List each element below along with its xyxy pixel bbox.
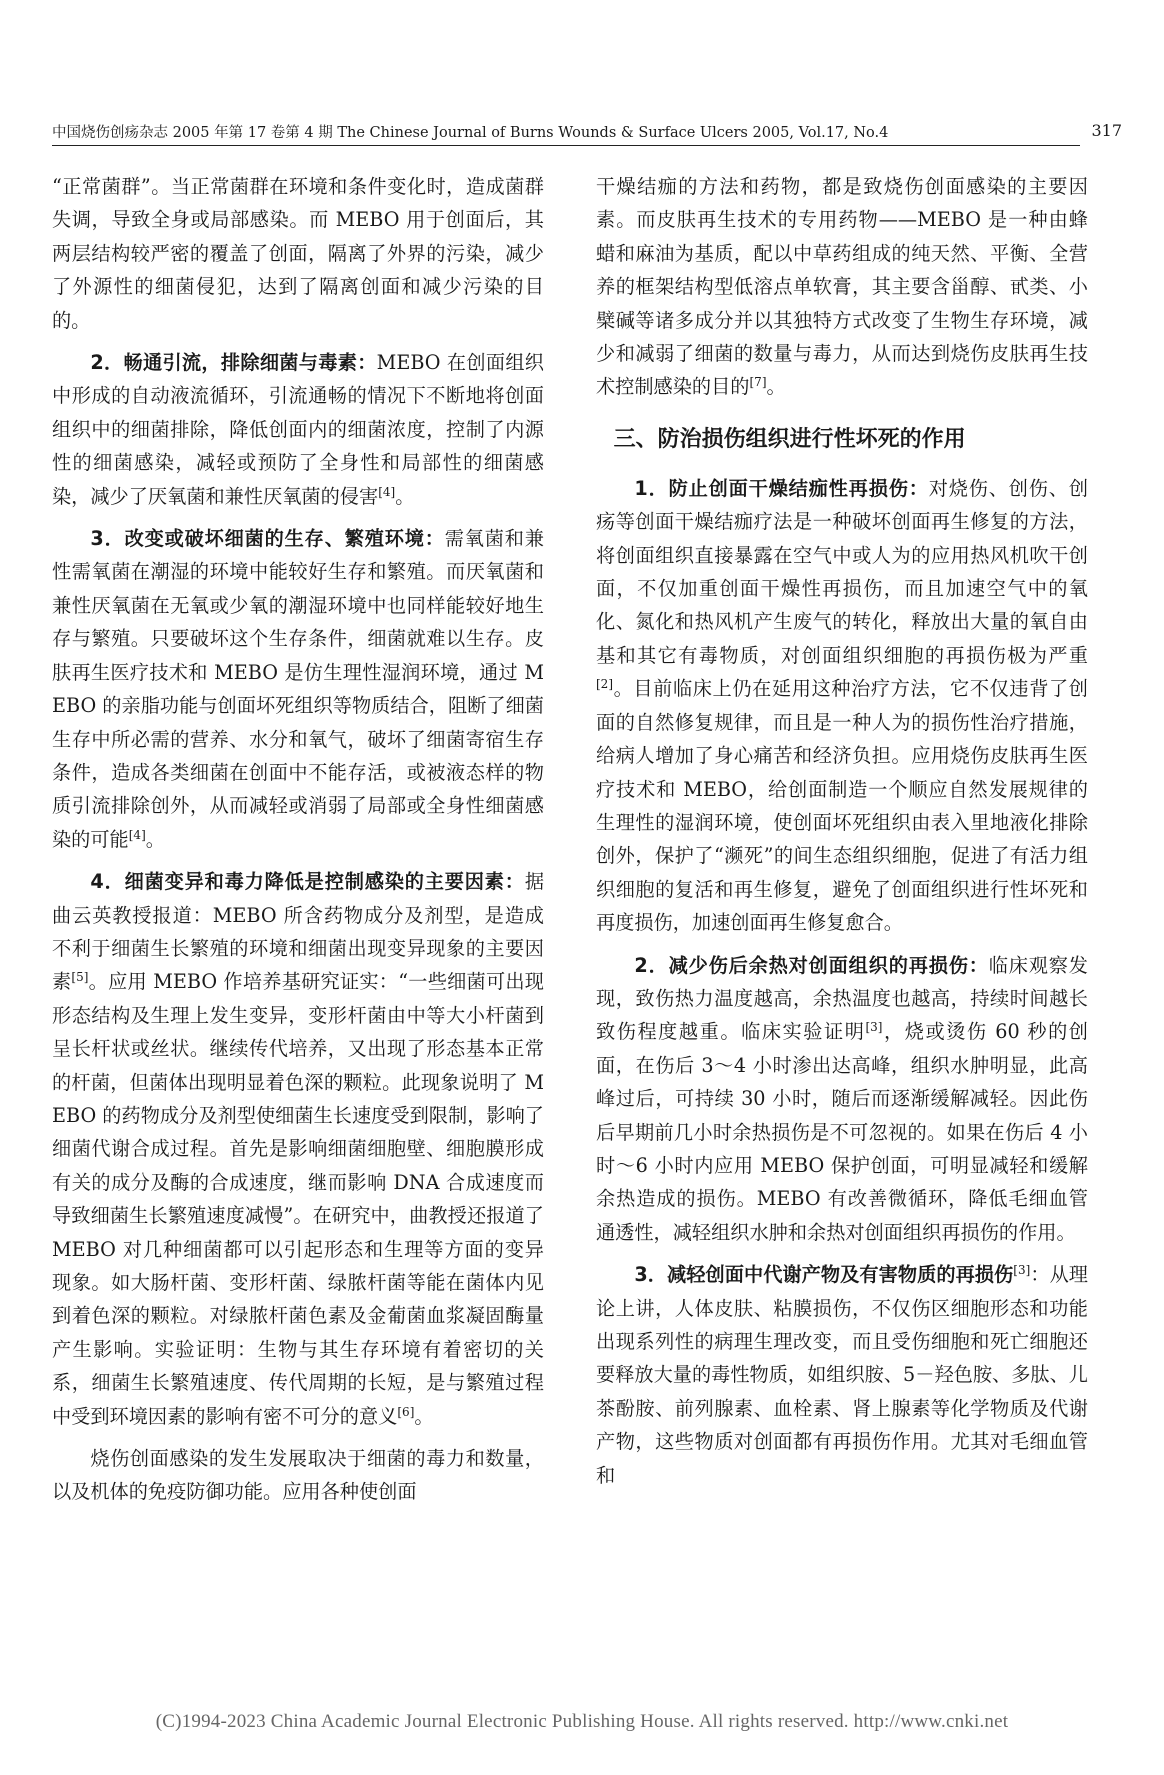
paragraph-metabolites: 3．减轻创面中代谢产物及有害物质的再损伤[3]：从理论上讲，人体皮肤、粘膜损伤，不仅伤区细胞形态和功能出现系列性的病理生理改变，而且受伤细胞和死亡细胞还要释放大量的毒性物质，如组织胺、5－羟色胺、多肽、儿茶酚胺、前列腺素、血栓素、肾上腺素等化学物质及代谢产物，这些物质对创面都有再损伤作用。尤其对毛细血管和 bbox=[596, 1263, 1088, 1487]
subheading-metabolites: 3．减轻创面中代谢产物及有害物质的再损伤 bbox=[634, 1263, 1014, 1287]
citation-ref: [4] bbox=[378, 484, 396, 499]
citation-ref: [4] bbox=[128, 827, 146, 842]
citation-ref: [7] bbox=[749, 375, 767, 390]
subheading-variation: 4．细菌变异和毒力降低是控制感染的主要因素： bbox=[90, 870, 525, 894]
citation-ref: [3] bbox=[1013, 1263, 1031, 1278]
paragraph-dry-scab: 1．防止创面干燥结痂性再损伤：对烧伤、创伤、创疡等创面干燥结痂疗法是一种破坏创面再生修复的方法，将创面组织直接暴露在空气中或人为的应用热风机吹干创面，不仅加重创面干燥性再损伤，而且加速空气中的氧化、氮化和热风机产生废气的转化，释放出大量的氧自由基和其它有毒物质，对创面组织细胞的再损伤极为严重[2]。目前临床上仍在延用这种治疗方法，它不仅违背了创面的自然修复规律，而且是一种人为的损伤性治疗措施，给病人增加了身心痛苦和经济负担。应用烧伤皮肤再生医疗技术和 MEBO，给创面制造一个顺应自然发展规律的生理性的湿润环境，使创面坏死组织由表入里地液化排除创外，保护了“濒死”的间生态组织细胞，促进了有活力组织细胞的复活和再生修复，避免了创面组织进行性坏死和再度损伤，加速创面再生修复愈合。 bbox=[596, 476, 1089, 935]
running-header bbox=[52, 121, 1122, 151]
subheading-residual-heat: 2．减少伤后余热对创面组织的再损伤： bbox=[634, 953, 989, 977]
journal-citation: 中国烧伤创疡杂志 2005 年第 17 卷第 4 期 The Chinese Journal of Burns Wounds & Surface Ulcers 2005, Vol.17, No.4 bbox=[52, 125, 889, 141]
page-number: 317 bbox=[1091, 121, 1122, 140]
copyright-footer: (C)1994-2023 China Academic Journal Electronic Publishing House. All rights reserved. http://www.cnki.net bbox=[155, 1711, 1009, 1732]
paragraph-continued: 干燥结痂的方法和药物，都是致烧伤创面感染的主要因素。而皮肤再生技术的专用药物——MEBO 是一种由蜂蜡和麻油为基质，配以中草药组成的纯天然、平衡、全营养的框架结构型低溶点单软膏，其主要含甾醇、甙类、小檗碱等诸多成分并以其独特方式改变了生物生存环境，减少和减弱了细菌的数量与毒力，从而达到烧伤皮肤再生技术控制感染的目的[7]。 bbox=[596, 175, 1088, 399]
right-column bbox=[596, 170, 1088, 1492]
citation-ref: [2] bbox=[596, 677, 613, 692]
paragraph-drainage: 2．畅通引流，排除细菌与毒素：MEBO 在创面组织中形成的自动液流循环，引流通畅的情况下不断地将创面组织中的细菌排除，降低创面内的细菌浓度，控制了内源性的细菌感染，减轻或预防了全身性和局部性的细菌感染，减少了厌氧菌和兼性厌氧菌的侵害[4]。 bbox=[52, 351, 544, 508]
subheading-drainage: 2．畅通引流，排除细菌与毒素： bbox=[90, 351, 377, 375]
citation-ref: [6] bbox=[397, 1404, 415, 1419]
paragraph-variation: 4．细菌变异和毒力降低是控制感染的主要因素：据曲云英教授报道：MEBO 所含药物成分及剂型，是造成不利于细菌生长繁殖的环境和细菌出现变异现象的主要因素[5]。应用 MEBO 作培养基研究证实：“一些细菌可出现形态结构及生理上发生变异，变形杆菌由中等大小杆菌到呈长杆状或丝状。继续传代培养，又出现了形态基本正常的杆菌，但菌体出现明显着色深的颗粒。此现象说明了 MEBO 的药物成分及剂型使细菌生长速度受到限制，影响了细菌代谢合成过程。首先是影响细菌细胞壁、细胞膜形成有关的成分及酶的合成速度，继而影响 DNA 合成速度而导致细菌生长繁殖速度减慢”。在研究中，曲教授还报道了 MEBO 对几种细菌都可以引起形态和生理等方面的变异现象。如大肠杆菌、变形杆菌、绿脓杆菌等能在菌体内见到着色深的颗粒。对绿脓杆菌色素及金葡菌血浆凝固酶量产生影响。实验证明：生物与其生存环境有着密切的关系，细菌生长繁殖速度、传代周期的长短，是与繁殖过程中受到环境因素的影响有密不可分的意义[6]。 bbox=[52, 870, 544, 1428]
subheading-dry-scab: 1．防止创面干燥结痂性再损伤： bbox=[634, 476, 929, 500]
paragraph-continued: “正常菌群”。当正常菌群在环境和条件变化时，造成菌群失调，导致全身或局部感染。而 MEBO 用于创面后，其两层结构较严密的覆盖了创面，隔离了外界的污染，减少了外源性的细菌侵犯，达到了隔离创面和减少污染的目的。 bbox=[52, 175, 544, 332]
subheading-environment: 3．改变或破坏细菌的生存、繁殖环境： bbox=[90, 527, 445, 551]
citation-ref: [3] bbox=[865, 1020, 883, 1035]
left-column bbox=[52, 170, 544, 1509]
paragraph-environment: 3．改变或破坏细菌的生存、繁殖环境：需氧菌和兼性需氧菌在潮湿的环境中能较好生存和繁殖。而厌氧菌和兼性厌氧菌在无氧或少氧的潮湿环境中也同样能较好地生存与繁殖。只要破坏这个生存条件，细菌就难以生存。皮肤再生医疗技术和 MEBO 是仿生理性湿润环境，通过 MEBO 的亲脂功能与创面坏死组织等物质结合，阻断了细菌生存中所必需的营养、水分和氧气，破坏了细菌寄宿生存条件，造成各类细菌在创面中不能存活，或被液态样的物质引流排除创外，从而减轻或消弱了局部或全身性细菌感染的可能[4]。 bbox=[52, 527, 544, 851]
header-rule bbox=[52, 145, 1080, 146]
citation-ref: [5] bbox=[71, 970, 89, 985]
paragraph-residual-heat: 2．减少伤后余热对创面组织的再损伤：临床观察发现，致伤热力温度越高，余热温度也越高，持续时间越长致伤程度越重。临床实验证明[3]，烧或烫伤 60 秒的创面，在伤后 3～4 小时渗出达高峰，组织水肿明显，此高峰过后，可持续 30 小时，随后而逐渐缓解减轻。因此伤后早期前几小时余热损伤是不可忽视的。如果在伤后 4 小时～6 小时内应用 MEBO 保护创面，可明显减轻和缓解余热造成的损伤。MEBO 有改善微循环，降低毛细血管通透性，减轻组织水肿和余热对创面组织再损伤的作用。 bbox=[596, 953, 1088, 1244]
section-heading: 三、防治损伤组织进行性坏死的作用 bbox=[613, 426, 966, 452]
paragraph-burn-infection: 烧伤创面感染的发生发展取决于细菌的毒力和数量，以及机体的免疫防御功能。应用各种使创面 bbox=[52, 1447, 544, 1504]
